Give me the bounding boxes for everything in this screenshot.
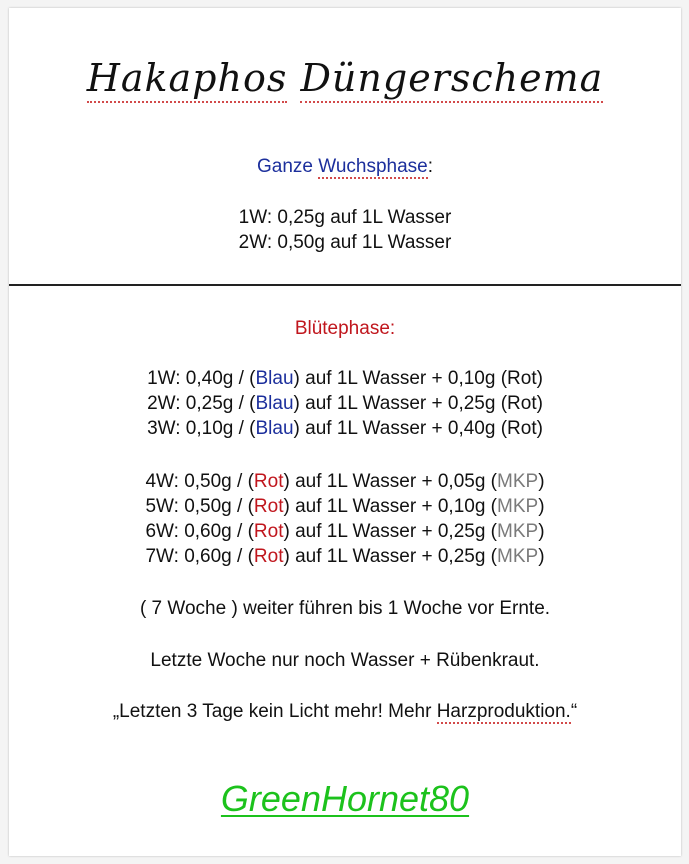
growth-section: [9, 154, 681, 179]
bloom-note-1-block: [9, 596, 681, 621]
bloom-line-4w: 4W: 0,50g / (Rot) auf 1L Wasser + 0,05g (MKP): [145, 471, 545, 492]
bloom-note-3: „Letzten 3 Tage kein Licht mehr! Mehr Harzproduktion.“: [112, 701, 578, 722]
growth-heading: Ganze Wuchsphase:: [256, 156, 434, 177]
document-page: [9, 8, 681, 856]
bloom-group-2: [9, 469, 681, 569]
bloom-line-2w: 2W: 0,25g / (Blau) auf 1L Wasser + 0,25g (Rot): [147, 393, 543, 414]
bloom-note-2: Letzte Woche nur noch Wasser + Rübenkraut.: [150, 650, 540, 671]
bloom-note-3-block: [9, 699, 681, 724]
growth-line: 2W: 0,50g auf 1L Wasser: [238, 232, 452, 253]
bloom-note-1: ( 7 Woche ) weiter führen bis 1 Woche vor Ernte.: [139, 598, 551, 619]
bloom-note-2-block: [9, 648, 681, 673]
bloom-line-3w: 3W: 0,10g / (Blau) auf 1L Wasser + 0,40g (Rot): [147, 418, 543, 439]
bloom-group-1: [9, 366, 681, 441]
bloom-line-1w: 1W: 0,40g / (Blau) auf 1L Wasser + 0,10g (Rot): [147, 368, 543, 389]
bloom-heading-block: [9, 316, 681, 341]
title-word-2: Düngerschema: [300, 56, 603, 103]
document-title: [9, 56, 681, 100]
bloom-line-6w: 6W: 0,60g / (Rot) auf 1L Wasser + 0,25g (MKP): [145, 521, 545, 542]
growth-line: 1W: 0,25g auf 1L Wasser: [238, 207, 452, 228]
bloom-line-5w: 5W: 0,50g / (Rot) auf 1L Wasser + 0,10g (MKP): [145, 496, 545, 517]
bloom-heading: Blütephase:: [294, 318, 396, 339]
signature-text: GreenHornet80: [220, 778, 470, 819]
bloom-line-7w: 7W: 0,60g / (Rot) auf 1L Wasser + 0,25g (MKP): [145, 546, 545, 567]
title-word-1: Hakaphos: [87, 56, 288, 103]
section-divider: [9, 284, 681, 286]
growth-lines: [9, 205, 681, 255]
